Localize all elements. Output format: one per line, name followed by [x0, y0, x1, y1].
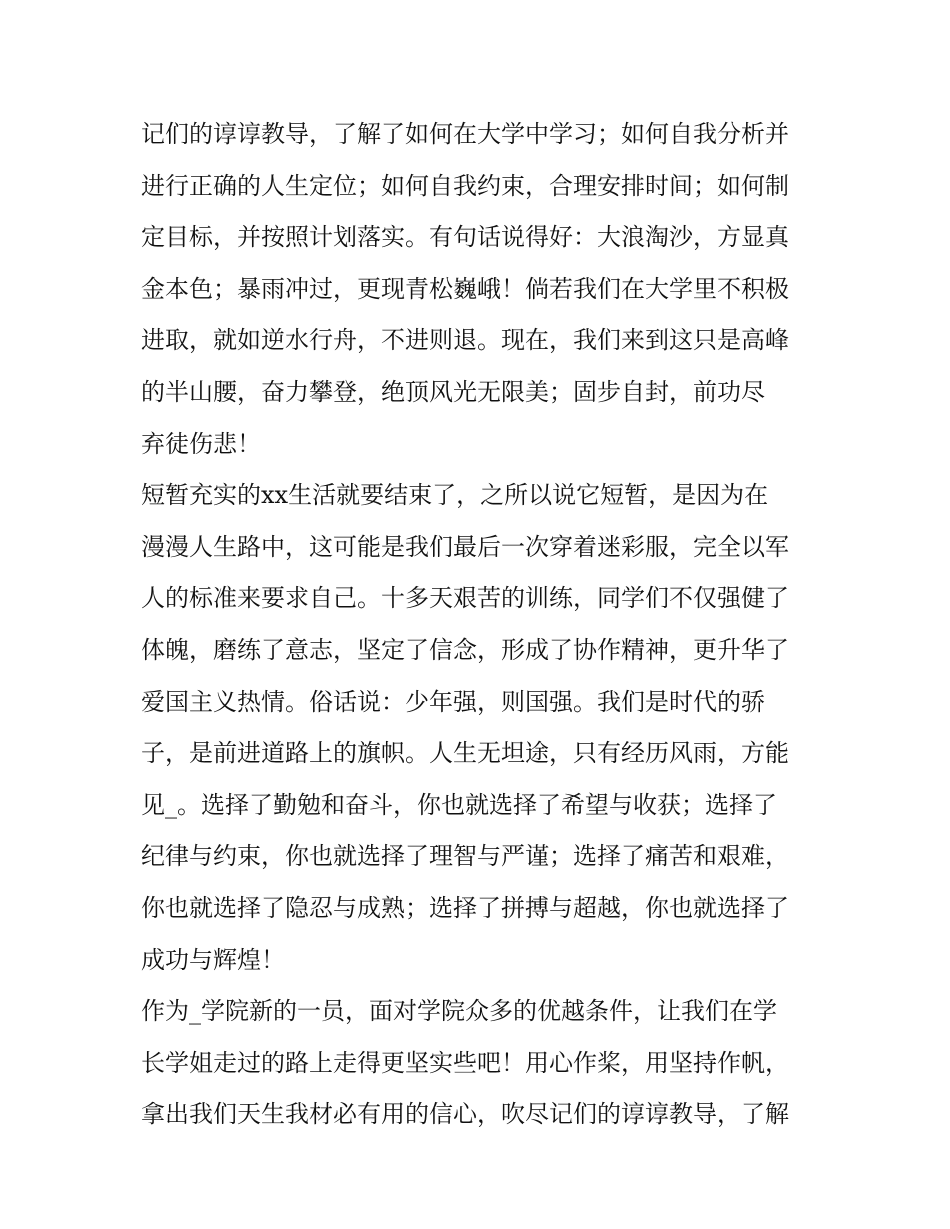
text-line: 进行正确的人生定位；如何自我约束，合理安排时间；如何制	[141, 171, 789, 200]
text-line: 体魄，磨练了意志，坚定了信念，形成了协作精神，更升华了	[141, 635, 789, 664]
text-line: 拿出我们天生我材必有用的信心，吹尽记们的谆谆教导，了解	[141, 1100, 789, 1129]
text-line: 进取，就如逆水行舟，不进则退。现在，我们来到这只是高峰	[141, 326, 789, 355]
text-line: 漫漫人生路中，这可能是我们最后一次穿着迷彩服，完全以军	[141, 532, 789, 561]
text-line: 记们的谆谆教导，了解了如何在大学中学习；如何自我分析并	[141, 120, 789, 148]
document-body	[141, 109, 821, 1141]
text-line: 短暂充实的xx生活就要结束了，之所以说它短暂，是因为在	[141, 481, 769, 510]
text-line: 作为_学院新的一员，面对学院众多的优越条件，让我们在学	[141, 997, 777, 1026]
text-line: 爱国主义热情。俗话说：少年强，则国强。我们是时代的骄	[141, 687, 765, 716]
text-line: 见_。选择了勤勉和奋斗，你也就选择了希望与收获；选择了	[141, 790, 777, 819]
text-line: 长学姐走过的路上走得更坚实些吧！用心作桨，用坚持作帆，	[141, 1048, 789, 1077]
text-line: 你也就选择了隐忍与成熟；选择了拼搏与超越，你也就选择了	[141, 893, 789, 922]
text-line: 的半山腰，奋力攀登，绝顶风光无限美；固步自封，前功尽	[141, 377, 765, 406]
text-line: 弃徒伤悲！	[141, 429, 261, 458]
text-line: 子，是前进道路上的旗帜。人生无坦途，只有经历风雨，方能	[141, 739, 789, 768]
text-line: 成功与辉煌！	[141, 945, 285, 974]
text-line: 金本色；暴雨冲过，更现青松巍峨！倘若我们在大学里不积极	[141, 274, 789, 303]
text-line: 人的标准来要求自己。十多天艰苦的训练，同学们不仅强健了	[141, 584, 789, 613]
text-line: 纪律与约束，你也就选择了理智与严谨；选择了痛苦和艰难，	[141, 842, 789, 871]
text-line: 定目标，并按照计划落实。有句话说得好：大浪淘沙，方显真	[141, 223, 789, 252]
